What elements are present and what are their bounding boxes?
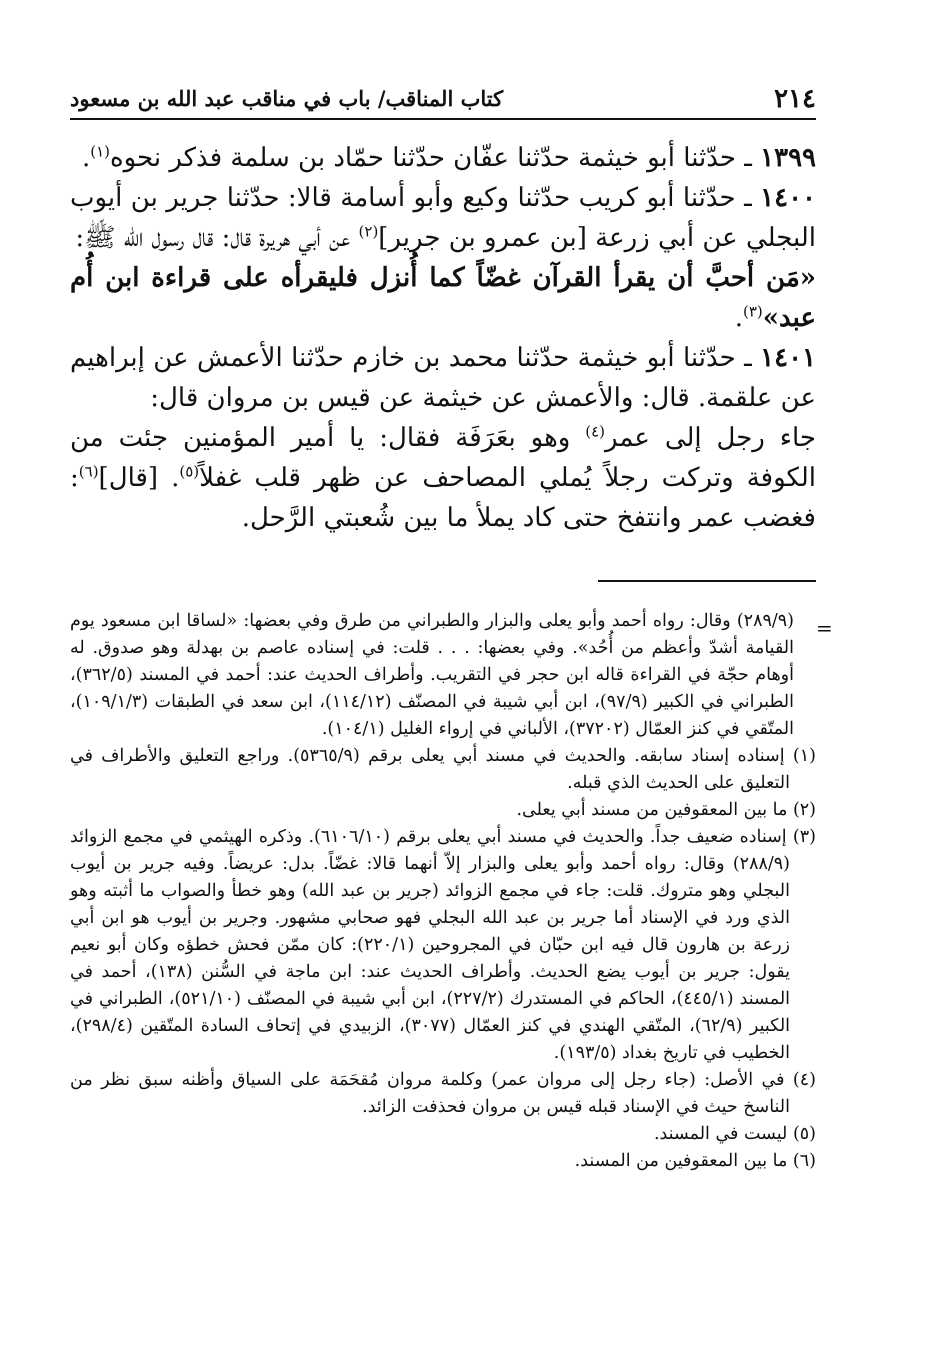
footnote-5: (٥) ليست في المسند. xyxy=(653,1124,816,1144)
footnote-ref: (٤) xyxy=(585,422,606,441)
continuation-mark: = xyxy=(816,616,833,640)
hadith-text: ـ حدّثنا أبو كريب حدّثنا وكيع وأبو أسامة قالا: حدّثنا جرير بن أيوب البجلي عن أبي زرعة [بن عمرو بن جرير] xyxy=(70,183,816,253)
main-text xyxy=(70,138,816,538)
hadith-number: ١٤٠٠ xyxy=(760,183,816,213)
footnotes xyxy=(70,608,816,1175)
footnote-2: (٢) ما بين المعقوفين من مسند أبي يعلى. xyxy=(516,800,816,820)
footnote-ref: (٥) xyxy=(179,462,200,481)
hadith-text: . [قال] xyxy=(98,463,180,493)
footnote-separator xyxy=(598,580,816,582)
hadith-1400 xyxy=(70,178,816,258)
footnote-ref: (٣) xyxy=(742,302,763,321)
hadith-1400-quote xyxy=(70,258,816,338)
hadith-1401 xyxy=(70,338,816,418)
page-header xyxy=(70,78,816,120)
hadith-text: : فغضب عمر وانتفخ حتى كاد يملأ ما بين شُعبتي الرَّحل. xyxy=(70,463,816,533)
footnote-1: (١) إسناده إسناد سابقه. والحديث في مسند أبي يعلى برقم (٥٣٦٥/٩). وراجع التعليق والأطراف في التعليق على الحديث الذي قبله. xyxy=(70,746,816,793)
footnote-4: (٤) في الأصل: (جاء رجل إلى مروان عمر) وكلمة مروان مُقحَمَة على السياق وأظنه سبق نظر من الناسخ حيث في الإسناد قبله قيس بن مروان فحذفت الزائد. xyxy=(70,1070,816,1117)
prophetic-quote: «مَن أحبَّ أن يقرأ القرآن غضّاً كما أُنزل فليقرأه على قراءة ابن أُم عبد» xyxy=(70,263,816,333)
running-title: كتاب المناقب/ باب في مناقب عبد الله بن مسعود xyxy=(70,86,504,111)
footnote-ref: (١) xyxy=(90,142,110,161)
footnote-ref: (٢) xyxy=(358,222,379,241)
hadith-1399 xyxy=(70,138,816,178)
hadith-1401-narration xyxy=(70,418,816,538)
punctuation: . xyxy=(734,303,743,333)
hadith-number: ١٣٩٩ xyxy=(760,143,816,173)
hadith-text: جاء رجل إلى عمر xyxy=(605,423,816,453)
hadith-text: وهو بعَرَفَة فقال: يا أمير المؤمنين جئت من الكوفة وتركت رجلاً يُملي المصاحف عن ظهر قلب غفلاً xyxy=(70,423,817,493)
footnote-6: (٦) ما بين المعقوفين من المسند. xyxy=(574,1151,816,1171)
punctuation: . xyxy=(81,143,91,173)
hadith-text: عن أبي هريرة قال: قال رسول الله ﷺ: xyxy=(75,223,359,253)
footnote-3: (٣) إسناده ضعيف جداً. والحديث في مسند أبي يعلى برقم (٦١٠٦/١٠). وذكره الهيثمي في مجمع الزوائد (٢٨٨/٩) وقال: رواه أحمد وأبو يعلى والبزار إلاّ أنهما قالا: غضّاً. بدل: عريضاً. وفيه جرير بن أيوب البجلي وهو متروك. قلت: جاء في مجمع الزوائد (جرير بن عبد الله) وهو خطأ والصواب ما أثبته وهو الذي ورد في الإسناد أما جرير بن عبد الله البجلي فهو صحابي مشهور. وجرير بن أيوب هو ابن أبي زرعة بن هارون قال فيه ابن حبّان في المجروحين (٢٢٠/١): كان ممّن فحش خطؤه وكان أبو نعيم يقول: جرير بن أيوب يضع الحديث. وأطراف الحديث عند: ابن ماجة في السُّنن (١٣٨)، أحمد في المسند (٤٤٥/١)، الحاكم في المستدرك (٢٢٧/٢)، ابن أبي شيبة في المصنّف (٥٢١/١٠)، الطبراني في الكبير (٦٢/٩)، المتّقي الهندي في كنز العمّال (٣٠٧٧)، الزبيدي في إتحاف السادة المتّقين (٢٩٨/٤)، الخطيب في تاريخ بغداد (١٩٣/٥). xyxy=(70,827,816,1063)
hadith-text: ـ حدّثنا أبو خيثمة حدّثنا عفّان حدّثنا حمّاد بن سلمة فذكر نحوه xyxy=(110,143,761,173)
footnote-continuation: (٢٨٩/٩) وقال: رواه أحمد وأبو يعلى والبزار والطبراني من طرق وفي بعضها: «لساقا ابن مسعود يوم القيامة أشدّ وأعظم من أُحُد». وفي بعضها: . . . قلت: في إسناده عاصم بن بهدلة وهو صدوق. له أوهام حجّة في القراءة قاله ابن حجر في التقريب. وأطراف الحديث عند: أحمد في المسند (٣٦٢/٥)، الطبراني في الكبير (٩٧/٩)، ابن أبي شيبة في المصنّف (١١٤/١٢)، ابن سعد في الطبقات (١٠٩/١/٣)، المتّقي في كنز العمّال (٣٧٢٠٢)، الألباني في إرواء الغليل (١٠٤/١). xyxy=(70,611,794,739)
footnote-ref: (٦) xyxy=(78,462,99,481)
hadith-number: ١٤٠١ xyxy=(760,343,816,373)
hadith-text: ـ حدّثنا أبو خيثمة حدّثنا محمد بن خازم حدّثنا الأعمش عن إبراهيم عن علقمة. قال: والأعمش عن خيثمة عن قيس بن مروان قال: xyxy=(70,343,816,413)
page-number: ٢١٤ xyxy=(774,84,816,114)
